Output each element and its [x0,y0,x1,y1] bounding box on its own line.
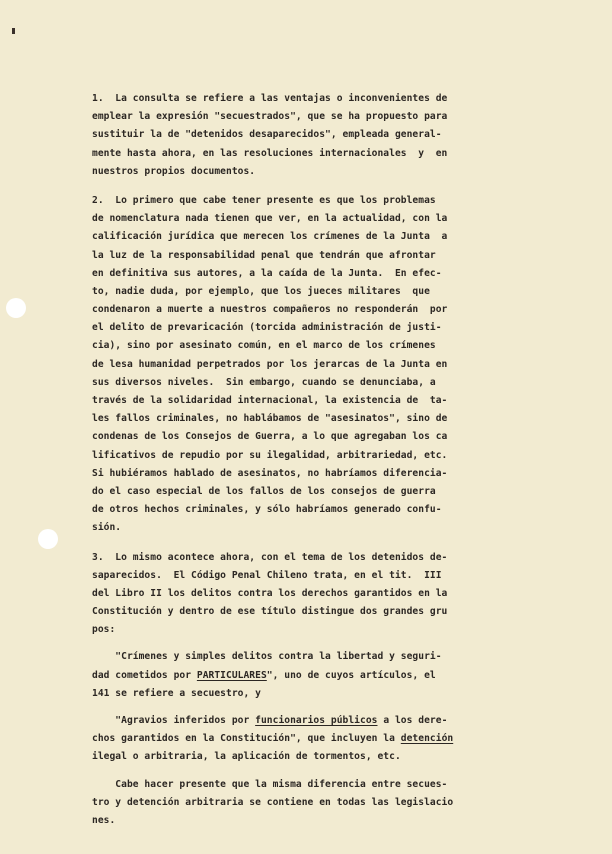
text-line: emplear la expresión "secuestrados", que se ha propuesto para [92,111,448,123]
text-line: 3. Lo mismo acontece ahora, con el tema de los detenidos de- [92,551,448,563]
quote-1 [92,648,562,703]
quote-2 [92,712,562,767]
text-line: 1. La consulta se refiere a las ventajas o inconvenientes de [92,93,448,104]
text-line: la luz de la responsabilidad penal que tendrán que afrontar [92,249,436,261]
text-line: lificativos de repudio por su ilegalidad, arbitrariedad, etc. [92,449,448,461]
text-line: cia), sino por asesinato común, en el marco de los crímenes [92,340,436,352]
text-line: dad cometidos por PARTICULARES", uno de cuyos artículos, el [92,669,436,681]
text-line: nes. [92,814,116,826]
underlined-text: detención [400,733,454,745]
text-line: "Agravios inferidos por funcionarios públicos a los dere- [92,715,448,726]
text-line: sustituir la de "detenidos desaparecidos", empleada general- [92,129,442,141]
text-line: to, nadie duda, por ejemplo, que los jueces militares que [92,285,430,297]
text-line: en definitiva sus autores, a la caída de la Junta. En efec- [92,267,442,279]
text-line: les fallos criminales, no hablábamos de "asesinatos", sino de [92,413,448,425]
punch-hole-bottom [38,529,58,549]
text-line: del Libro II los delitos contra los derechos garantidos en la [92,587,448,599]
text-line: saparecidos. El Código Penal Chileno trata, en el tit. III [92,569,442,581]
text-line: través de la solidaridad internacional, la existencia de ta- [92,395,448,406]
text-line: condenas de los Consejos de Guerra, a lo que agregaban los ca [92,431,448,443]
text-line: mente hasta ahora, en las resoluciones internacionales y en [92,147,448,159]
text-line: Cabe hacer presente que la misma diferencia entre secues- [92,778,448,790]
text-line: el delito de prevaricación (torcida administración de justi- [92,322,442,334]
paragraph-1 [92,90,562,181]
paragraph-4 [92,776,562,831]
text-line: 141 se refiere a secuestro, y [92,687,261,699]
punch-hole-top [6,298,26,318]
text-line: nuestros propios documentos. [92,165,256,177]
paragraph-3 [92,549,562,640]
text-line: "Crímenes y simples delitos contra la libertad y seguri- [92,651,442,663]
underlined-text: PARTICULARES [196,669,267,681]
text-line: pos: [92,624,116,636]
text-line: Constitución y dentro de ese título distingue dos grandes gru [92,606,448,618]
text-line: 2. Lo primero que cabe tener presente es que los problemas [92,194,436,206]
paragraph-2 [92,192,562,538]
document-body [92,90,562,830]
text-line: chos garantidos en la Constitución", que incluyen la detención [92,733,454,745]
text-line: de otros hechos criminales, y sólo habríamos generado confu- [92,504,442,516]
text-line: de lesa humanidad perpetrados por los jerarcas de la Junta en [92,358,448,370]
text-line: calificación jurídica que merecen los crímenes de la Junta a [92,231,448,243]
text-line: ilegal o arbitraria, la aplicación de tormentos, etc. [92,751,401,763]
text-line: condenaron a muerte a nuestros compañeros no responderán por [92,304,448,316]
text-line: sus diversos niveles. Sin embargo, cuando se denunciaba, a [92,376,436,388]
text-line: do el caso especial de los fallos de los consejos de guerra [92,485,436,497]
text-line: tro y detención arbitraria se contiene en todas las legislacio [92,796,454,808]
corner-mark [12,28,15,34]
text-line: Si hubiéramos hablado de asesinatos, no habríamos diferencia- [92,467,448,479]
underlined-text: funcionarios públicos [255,715,378,726]
text-line: de nomenclatura nada tienen que ver, en la actualidad, con la [92,213,448,225]
text-line: sión. [92,522,122,534]
